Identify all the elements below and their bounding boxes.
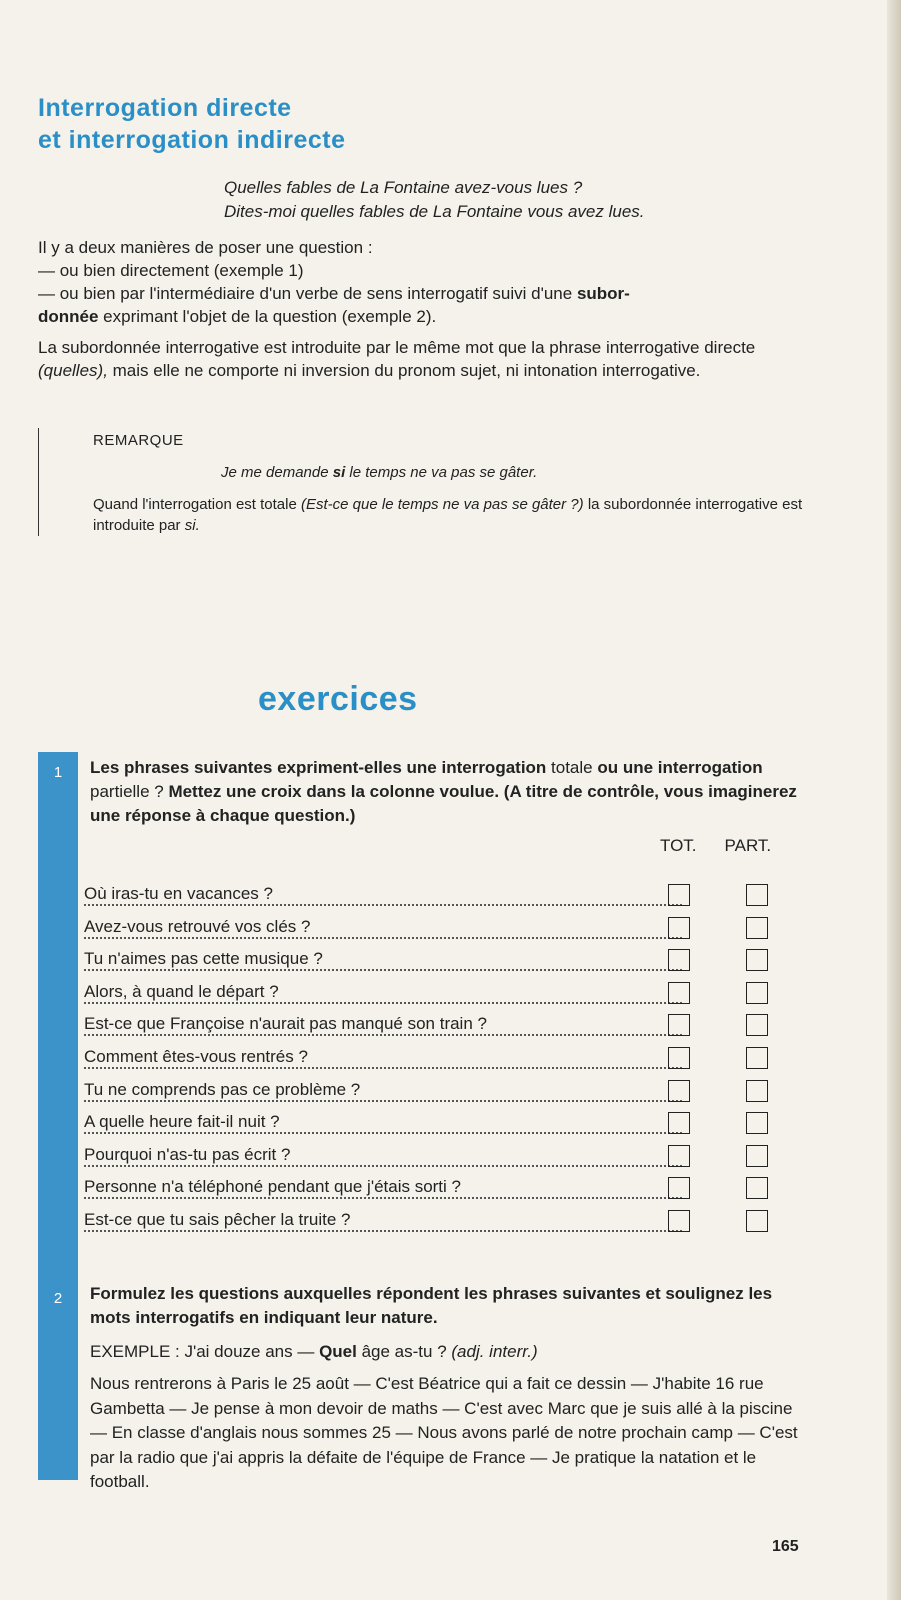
remarque-box bbox=[38, 428, 829, 536]
remarque-note-b: la subordonnée interrogative est introduite par bbox=[93, 496, 803, 534]
question-list bbox=[84, 878, 824, 1237]
intro-line-2: — ou bien directement (exemple 1) bbox=[38, 261, 304, 280]
checkbox-part[interactable] bbox=[746, 1080, 768, 1102]
remarque-note-italic: (Est-ce que le temps ne va pas se gâter ?) bbox=[301, 496, 584, 513]
example-2: Dites-moi quelles fables de La Fontaine vous avez lues. bbox=[224, 202, 645, 221]
question-text: Tu ne comprends pas ce problème ? bbox=[84, 1080, 364, 1099]
intro-line-4-text: exprimant l'objet de la question (exemple 2). bbox=[98, 307, 437, 326]
remarque-example-si: si bbox=[332, 464, 346, 481]
ex1-instr-normal-2: partielle ? bbox=[90, 782, 169, 801]
checkbox-part[interactable] bbox=[746, 1014, 768, 1036]
question-row bbox=[84, 1171, 824, 1204]
checkbox-tot[interactable] bbox=[668, 982, 690, 1004]
remarque-label: REMARQUE bbox=[93, 432, 184, 449]
remarque-example-b: le temps ne va pas se gâter. bbox=[345, 464, 538, 481]
checkbox-tot[interactable] bbox=[668, 1145, 690, 1167]
column-header-tot: TOT. bbox=[660, 836, 697, 855]
checkbox-part[interactable] bbox=[746, 1047, 768, 1069]
intro-line-3 bbox=[38, 282, 828, 305]
checkbox-part[interactable] bbox=[746, 1210, 768, 1232]
example-1: Quelles fables de La Fontaine avez-vous lues ? bbox=[224, 178, 583, 197]
remarque-example bbox=[221, 464, 537, 481]
explanation-italic: (quelles), bbox=[38, 361, 108, 380]
question-row bbox=[84, 1106, 824, 1139]
example-sentences bbox=[224, 176, 645, 224]
question-text: Personne n'a téléphoné pendant que j'étais sorti ? bbox=[84, 1177, 465, 1196]
ex2-example-b: âge as-tu ? bbox=[356, 1342, 452, 1361]
checkbox-tot[interactable] bbox=[668, 884, 690, 906]
ex1-instr-bold-3: Mettez une croix dans la colonne voulue. (A titre de contrôle, vous imaginerez une réponse à chaque question.) bbox=[90, 782, 797, 825]
checkbox-part[interactable] bbox=[746, 1145, 768, 1167]
question-row bbox=[84, 1008, 824, 1041]
checkbox-tot[interactable] bbox=[668, 1210, 690, 1232]
question-row bbox=[84, 1139, 824, 1172]
intro-term-donnee: donnée bbox=[38, 307, 99, 326]
exercise-1-number: 1 bbox=[53, 764, 63, 781]
ex2-example-nature: (adj. interr.) bbox=[451, 1342, 538, 1361]
explanation-text-b: mais elle ne comporte ni inversion du pronom sujet, ni intonation interrogative. bbox=[107, 361, 701, 380]
question-row bbox=[84, 943, 824, 976]
question-text: Est-ce que Françoise n'aurait pas manqué son train ? bbox=[84, 1014, 491, 1033]
explanation-text-a: La subordonnée interrogative est introduite par le même mot que la phrase interrogative directe bbox=[38, 338, 756, 357]
intro-line-1: Il y a deux manières de poser une question : bbox=[38, 238, 373, 257]
checkbox-part[interactable] bbox=[746, 1112, 768, 1134]
checkbox-tot[interactable] bbox=[668, 917, 690, 939]
page-number: 165 bbox=[772, 1538, 799, 1555]
question-text: Où iras-tu en vacances ? bbox=[84, 884, 277, 903]
question-row bbox=[84, 976, 824, 1009]
checkbox-part[interactable] bbox=[746, 949, 768, 971]
ex2-example-quel: Quel bbox=[319, 1342, 357, 1361]
checkbox-tot[interactable] bbox=[668, 1047, 690, 1069]
question-text: Comment êtes-vous rentrés ? bbox=[84, 1047, 312, 1066]
exercise-1-instructions bbox=[90, 756, 814, 828]
intro-line-3-text: — ou bien par l'intermédiaire d'un verbe de sens interrogatif suivi d'une bbox=[38, 284, 577, 303]
question-text: A quelle heure fait-il nuit ? bbox=[84, 1112, 284, 1131]
question-row bbox=[84, 878, 824, 911]
checkbox-part[interactable] bbox=[746, 1177, 768, 1199]
exercise-2-number: 2 bbox=[53, 1290, 63, 1307]
exercise-2-instructions bbox=[90, 1282, 814, 1330]
question-row bbox=[84, 1204, 824, 1237]
checkbox-tot[interactable] bbox=[668, 1014, 690, 1036]
remarque-example-a: Je me demande bbox=[221, 464, 333, 481]
column-header-part: PART. bbox=[724, 836, 772, 855]
question-text: Tu n'aimes pas cette musique ? bbox=[84, 949, 327, 968]
intro-paragraph bbox=[38, 236, 828, 328]
exercise-2-sentences: Nous rentrerons à Paris le 25 août — C'est Béatrice qui a fait ce dessin — J'habite 16 rue Gambetta — Je pense à mon devoir de maths — C'est avec Marc que je suis allé à la piscine — En classe d'anglais nous sommes 25 — Nous avons parlé de notre prochain camp — C'est par la radio que j'ai appris la défaite de l'équipe de France — Je pratique la natation et le football. bbox=[90, 1374, 798, 1491]
ex1-instr-normal-1: totale bbox=[546, 758, 598, 777]
exercises-heading: exercices bbox=[258, 680, 418, 718]
intro-term-subordonnee: subor- bbox=[576, 284, 630, 303]
checkbox-tot[interactable] bbox=[668, 1112, 690, 1134]
ex2-instr-bold: Formulez les questions auxquelles répondent les phrases suivantes et soulignez les mots interrogatifs en indiquant leur nature. bbox=[90, 1284, 773, 1327]
remarque-note bbox=[93, 494, 821, 536]
checkbox-tot[interactable] bbox=[668, 949, 690, 971]
ex1-instr-bold-2: ou une interrogation bbox=[597, 758, 763, 777]
question-row bbox=[84, 911, 824, 944]
section-title bbox=[38, 92, 345, 156]
explanation-paragraph bbox=[38, 336, 828, 382]
remarque-note-a: Quand l'interrogation est totale bbox=[93, 496, 301, 513]
question-text: Est-ce que tu sais pêcher la truite ? bbox=[84, 1210, 354, 1229]
title-line-2: et interrogation indirecte bbox=[38, 126, 346, 154]
question-text: Pourquoi n'as-tu pas écrit ? bbox=[84, 1145, 294, 1164]
exercise-sidebar-bar bbox=[38, 752, 78, 1480]
ex2-example-label: EXEMPLE : J'ai douze ans — bbox=[90, 1342, 320, 1361]
checkbox-part[interactable] bbox=[746, 884, 768, 906]
ex1-instr-bold-1: Les phrases suivantes expriment-elles une interrogation bbox=[90, 758, 547, 777]
checkbox-tot[interactable] bbox=[668, 1080, 690, 1102]
question-row bbox=[84, 1074, 824, 1107]
exercise-2-example bbox=[90, 1340, 814, 1363]
remarque-note-si: si. bbox=[184, 517, 200, 534]
title-line-1: Interrogation directe bbox=[38, 94, 292, 122]
checkbox-part[interactable] bbox=[746, 917, 768, 939]
column-headers bbox=[660, 836, 771, 856]
question-row bbox=[84, 1041, 824, 1074]
question-text: Avez-vous retrouvé vos clés ? bbox=[84, 917, 314, 936]
page-edge bbox=[887, 0, 901, 1600]
question-text: Alors, à quand le départ ? bbox=[84, 982, 283, 1001]
checkbox-tot[interactable] bbox=[668, 1177, 690, 1199]
checkbox-part[interactable] bbox=[746, 982, 768, 1004]
intro-line-4 bbox=[38, 305, 828, 328]
